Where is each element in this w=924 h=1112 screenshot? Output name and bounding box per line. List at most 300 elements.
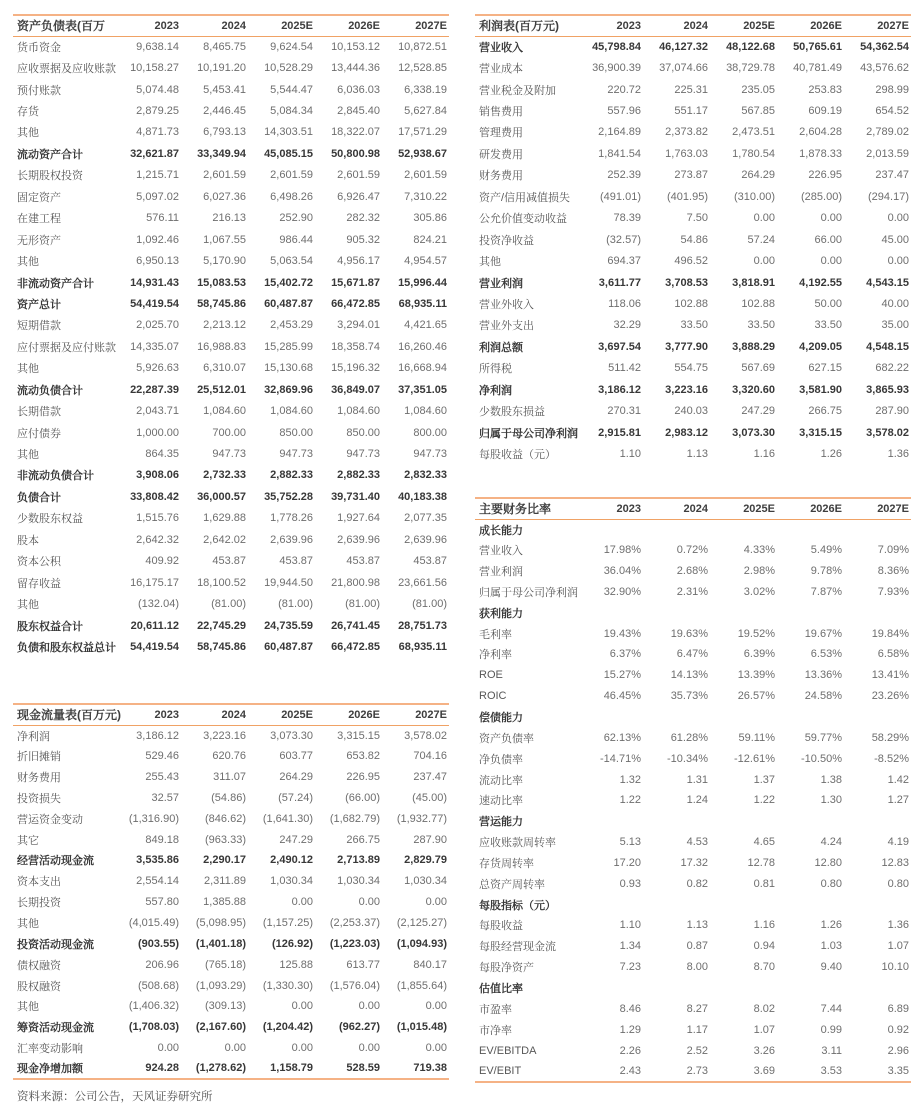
value-cell: (1,094.93)	[396, 937, 447, 950]
value-cell: (1,204.42)	[262, 1021, 313, 1034]
value-cell: 37,351.05	[398, 383, 447, 396]
value-cell: 1,092.46	[136, 233, 179, 246]
value-cell: -12.61%	[734, 752, 775, 765]
value-cell: 3,315.15	[799, 426, 842, 439]
value-cell: 1.03	[820, 940, 842, 953]
value-cell: 576.11	[146, 212, 179, 225]
row-label: 投资活动现金流	[17, 938, 94, 951]
value-cell: 3,315.15	[337, 729, 380, 742]
row-label: 无形资产	[17, 234, 61, 247]
value-cell: 26,741.45	[331, 619, 380, 632]
table-row	[13, 913, 449, 934]
value-cell: 66,472.85	[331, 297, 380, 310]
value-cell: 287.90	[413, 833, 447, 846]
table-row	[475, 186, 911, 207]
column-header-2026E: 2026E	[315, 704, 382, 725]
value-cell: 849.18	[145, 833, 179, 846]
value-cell: 0.00	[291, 1042, 313, 1055]
value-cell: 58,745.86	[197, 640, 246, 653]
value-cell: 2,639.96	[270, 533, 313, 546]
value-cell: 0.93	[619, 877, 641, 890]
value-cell: 1.29	[619, 1023, 641, 1036]
value-cell: 6,027.36	[203, 190, 246, 203]
value-cell: 0.00	[358, 1000, 380, 1013]
value-cell: 1,629.88	[203, 512, 246, 525]
value-cell: (32.57)	[606, 233, 641, 246]
value-cell: 947.73	[279, 448, 313, 461]
row-label: 营业成本	[479, 63, 523, 76]
value-cell: 1,780.54	[732, 147, 775, 160]
value-cell: 3.53	[820, 1064, 842, 1077]
value-cell: 1.42	[887, 773, 909, 786]
value-cell: 266.75	[346, 833, 380, 846]
value-cell: 6.58%	[877, 648, 909, 661]
value-cell: 653.82	[346, 750, 380, 763]
value-cell: 247.29	[279, 833, 313, 846]
value-cell: 33,349.94	[197, 147, 246, 160]
value-cell: 13.39%	[737, 669, 775, 682]
value-cell: 4,954.57	[404, 255, 447, 268]
value-cell: 800.00	[413, 426, 447, 439]
value-cell: 273.87	[674, 169, 708, 182]
row-label: 留存收益	[17, 577, 61, 590]
value-cell: 40,781.49	[793, 62, 842, 75]
value-cell: 15,671.87	[331, 276, 380, 289]
table-row	[475, 644, 911, 665]
table-row	[13, 443, 449, 464]
value-cell: 237.47	[875, 169, 909, 182]
value-cell: 4.19	[887, 836, 909, 849]
value-cell: 0.00	[224, 1042, 246, 1055]
row-label: 所得税	[479, 363, 512, 376]
value-cell: 8.02	[753, 1002, 775, 1015]
column-header-2025E: 2025E	[710, 498, 777, 519]
value-cell: 253.83	[808, 83, 842, 96]
table-row	[13, 996, 449, 1017]
value-cell	[710, 894, 777, 915]
value-cell: 311.07	[213, 771, 246, 784]
table-row	[13, 636, 449, 657]
value-cell: 17.20	[613, 856, 641, 869]
value-cell: 19.67%	[804, 627, 842, 640]
value-cell: 1.16	[753, 919, 775, 932]
value-cell: 2,882.33	[337, 469, 380, 482]
value-cell: 0.00	[425, 896, 447, 909]
table-row	[13, 122, 449, 143]
row-label: 筹资活动现金流	[17, 1022, 94, 1035]
value-cell: 8.46	[619, 1002, 641, 1015]
value-cell: 206.96	[145, 958, 179, 971]
row-label: 研发费用	[479, 148, 523, 161]
table-row	[13, 1038, 449, 1059]
value-cell: 2,554.14	[136, 875, 179, 888]
value-cell: 32.57	[151, 791, 179, 804]
row-label: 营业利润	[479, 566, 523, 579]
row-label: ROE	[479, 669, 503, 682]
value-cell: 7,310.22	[404, 190, 447, 203]
row-label: 营业税金及附加	[479, 84, 556, 97]
value-cell: 2.26	[619, 1044, 641, 1057]
value-cell: 567.85	[741, 105, 775, 118]
section-row	[475, 602, 911, 623]
value-cell: 17.32	[680, 856, 708, 869]
value-cell: 4,956.17	[337, 255, 380, 268]
value-cell: 240.03	[674, 405, 708, 418]
column-header-2024: 2024	[181, 704, 248, 725]
row-label: 负债和股东权益总计	[17, 641, 116, 654]
value-cell: 13.41%	[871, 669, 909, 682]
value-cell: 45,085.15	[264, 147, 313, 160]
value-cell: 719.38	[413, 1062, 447, 1075]
value-cell: (1,157.25)	[262, 917, 313, 930]
value-cell: 2,832.33	[404, 469, 447, 482]
value-cell: 10,191.20	[197, 62, 246, 75]
table-row	[475, 336, 911, 357]
value-cell: 2,601.59	[203, 169, 246, 182]
value-cell: 46.45%	[603, 690, 641, 703]
value-cell: 4,543.15	[866, 276, 909, 289]
table-row	[13, 465, 449, 486]
value-cell: 14,335.07	[130, 340, 179, 353]
value-cell: 2,882.33	[270, 469, 313, 482]
header-row	[475, 15, 911, 36]
header-row	[13, 704, 449, 725]
value-cell: 59.77%	[804, 731, 842, 744]
value-cell: 9,624.54	[270, 40, 313, 53]
value-cell: 54,362.54	[860, 40, 909, 53]
row-label: 每股收益（元）	[479, 449, 556, 462]
value-cell: 6,338.19	[404, 83, 447, 96]
value-cell: 496.52	[674, 255, 708, 268]
row-label: 估值比率	[479, 982, 523, 995]
value-cell: 252.39	[607, 169, 641, 182]
value-cell: 947.73	[413, 448, 447, 461]
value-cell: 557.96	[607, 105, 641, 118]
value-cell: 824.21	[413, 233, 447, 246]
value-cell: 6.53%	[810, 648, 842, 661]
table-row	[475, 561, 911, 582]
table-row	[475, 853, 911, 874]
table-row	[475, 165, 911, 186]
value-cell: 1.07	[753, 1023, 775, 1036]
value-cell: 620.76	[212, 750, 246, 763]
row-label: 应收票据及应收账款	[17, 63, 116, 76]
value-cell: 32.90%	[603, 585, 641, 598]
column-header-2025E: 2025E	[710, 15, 777, 36]
value-cell: 1,878.33	[799, 147, 842, 160]
value-cell: 557.80	[145, 896, 179, 909]
row-label: 应收账款周转率	[479, 837, 556, 850]
value-cell: 32,621.87	[130, 147, 179, 160]
value-cell: 1,030.34	[404, 875, 447, 888]
value-cell: 1.07	[887, 940, 909, 953]
row-label: 投资净收益	[479, 234, 534, 247]
column-header-2023: 2023	[576, 498, 643, 519]
value-cell: 40,183.38	[398, 490, 447, 503]
balance_sheet-title: 资产负债表(百万	[13, 15, 114, 36]
value-cell: 2,043.71	[136, 405, 179, 418]
ratios-grid	[475, 497, 911, 1083]
row-label: 归属于母公司净利润	[479, 427, 578, 440]
table-row	[13, 1059, 449, 1080]
value-cell: 10.10	[881, 961, 909, 974]
value-cell	[576, 707, 643, 728]
value-cell	[576, 894, 643, 915]
table-row	[475, 873, 911, 894]
value-cell: 5,063.54	[270, 255, 313, 268]
row-label: 营业收入	[479, 545, 523, 558]
value-cell: 12.80	[814, 856, 842, 869]
row-label: 流动负债合计	[17, 384, 83, 397]
value-cell: (81.00)	[278, 598, 313, 611]
row-label: 净负债率	[479, 753, 523, 766]
table-row	[13, 767, 449, 788]
value-cell: 12.83	[881, 856, 909, 869]
value-cell: 0.00	[820, 255, 842, 268]
table-row	[475, 250, 911, 271]
table-row	[13, 572, 449, 593]
value-cell: 38,729.78	[726, 62, 775, 75]
value-cell	[777, 519, 844, 540]
value-cell: (846.62)	[205, 812, 246, 825]
value-cell: 613.77	[346, 958, 380, 971]
value-cell: 2.68%	[676, 565, 708, 578]
value-cell: 264.29	[741, 169, 775, 182]
table-row	[475, 1061, 911, 1082]
table-row	[13, 336, 449, 357]
row-label: 经营活动现金流	[17, 855, 94, 868]
table-row	[475, 582, 911, 603]
value-cell	[777, 707, 844, 728]
table-row	[13, 100, 449, 121]
value-cell: 2,446.45	[203, 105, 246, 118]
value-cell: 3.26	[753, 1044, 775, 1057]
value-cell: (962.27)	[339, 1021, 380, 1034]
value-cell: 10,528.29	[264, 62, 313, 75]
value-cell: 2,845.40	[337, 105, 380, 118]
row-label: 净利润	[479, 384, 512, 397]
value-cell: 4.53	[686, 836, 708, 849]
value-cell: 19.43%	[603, 627, 641, 640]
value-cell	[576, 811, 643, 832]
row-label: 预付账款	[17, 84, 61, 97]
row-label: 长期投资	[17, 897, 61, 910]
column-header-2027E: 2027E	[382, 704, 449, 725]
value-cell	[777, 978, 844, 999]
row-label: 其他	[17, 918, 39, 931]
value-cell: 6,498.26	[270, 190, 313, 203]
row-label: 现金净增加额	[17, 1063, 83, 1076]
value-cell: (1,278.62)	[195, 1062, 246, 1075]
table-row	[475, 358, 911, 379]
value-cell: 4,871.73	[136, 126, 179, 139]
value-cell: 54.86	[680, 233, 708, 246]
value-cell: 2.73	[686, 1064, 708, 1077]
row-label: 营业外收入	[479, 298, 534, 311]
value-cell: 3,578.02	[404, 729, 447, 742]
value-cell: 0.00	[425, 1000, 447, 1013]
value-cell: 35,752.28	[264, 490, 313, 503]
value-cell: 1,778.26	[270, 512, 313, 525]
table-row	[13, 186, 449, 207]
value-cell: (132.04)	[138, 598, 179, 611]
value-cell: 1,763.03	[665, 147, 708, 160]
value-cell	[844, 707, 911, 728]
value-cell: 6.39%	[743, 648, 775, 661]
income_statement-grid	[475, 14, 911, 465]
value-cell: 18,358.74	[331, 340, 380, 353]
value-cell: 6,950.13	[136, 255, 179, 268]
table-row	[13, 508, 449, 529]
value-cell	[576, 519, 643, 540]
value-cell: 0.80	[887, 877, 909, 890]
value-cell: (126.92)	[272, 937, 313, 950]
table-row	[13, 808, 449, 829]
column-header-2024: 2024	[181, 15, 248, 36]
table-row	[475, 686, 911, 707]
table-row	[13, 975, 449, 996]
table-row	[13, 615, 449, 636]
value-cell: 266.75	[808, 405, 842, 418]
table-row	[13, 746, 449, 767]
income_statement-title: 利润表(百万元)	[475, 15, 576, 36]
value-cell: 35.73%	[670, 690, 708, 703]
value-cell: 2,601.59	[337, 169, 380, 182]
value-cell: 78.39	[613, 212, 641, 225]
table-row	[13, 892, 449, 913]
value-cell: (81.00)	[412, 598, 447, 611]
value-cell: 694.37	[607, 255, 641, 268]
value-cell: 0.00	[358, 1042, 380, 1055]
value-cell: 6.89	[887, 1002, 909, 1015]
value-cell: 554.75	[674, 362, 708, 375]
value-cell: 1,841.54	[598, 147, 641, 160]
row-label: 财务费用	[17, 772, 61, 785]
value-cell	[576, 602, 643, 623]
value-cell: 609.19	[808, 105, 842, 118]
row-label: 资本支出	[17, 876, 61, 889]
value-cell	[844, 978, 911, 999]
value-cell: 3,294.01	[337, 319, 380, 332]
table-row	[13, 400, 449, 421]
value-cell: 8.36%	[877, 565, 909, 578]
table-row	[13, 933, 449, 954]
value-cell: 2,732.33	[203, 469, 246, 482]
value-cell: 1.22	[753, 794, 775, 807]
value-cell: 3,888.29	[732, 340, 775, 353]
value-cell: 10,872.51	[398, 40, 447, 53]
section-row	[475, 811, 911, 832]
value-cell: (310.00)	[734, 190, 775, 203]
value-cell: 226.95	[808, 169, 842, 182]
table-row	[475, 100, 911, 121]
value-cell: 17,571.29	[398, 126, 447, 139]
value-cell: (4,015.49)	[128, 917, 179, 930]
table-row	[475, 79, 911, 100]
value-cell: 2,789.02	[866, 126, 909, 139]
value-cell: 3,223.16	[665, 383, 708, 396]
value-cell: 0.00	[291, 1000, 313, 1013]
value-cell: (2,253.37)	[329, 917, 380, 930]
value-cell: 24,735.59	[264, 619, 313, 632]
value-cell: (45.00)	[412, 791, 447, 804]
value-cell: 33,808.42	[130, 490, 179, 503]
value-cell: 20,611.12	[130, 619, 179, 632]
value-cell: 7.50	[686, 212, 708, 225]
value-cell: 32.29	[613, 319, 641, 332]
value-cell: 1.26	[820, 448, 842, 461]
value-cell: 3,073.30	[270, 729, 313, 742]
value-cell: 5.13	[619, 836, 641, 849]
value-cell: 118.06	[608, 297, 641, 310]
row-label: 负债合计	[17, 491, 61, 504]
table-row	[13, 165, 449, 186]
value-cell: 21,800.98	[331, 576, 380, 589]
value-cell: 25,512.01	[197, 383, 246, 396]
section-row	[475, 707, 911, 728]
value-cell: 298.99	[875, 83, 909, 96]
value-cell: 2,915.81	[598, 426, 641, 439]
value-cell: 0.80	[820, 877, 842, 890]
value-cell: 36,900.39	[592, 62, 641, 75]
value-cell: 7.44	[820, 1002, 842, 1015]
value-cell: 1,000.00	[136, 426, 179, 439]
value-cell: 2.52	[686, 1044, 708, 1057]
value-cell: 33.50	[680, 319, 708, 332]
header-row	[475, 498, 911, 519]
row-label: 成长能力	[479, 524, 523, 537]
row-label: 偿债能力	[479, 712, 523, 725]
row-label: 其他	[17, 256, 39, 269]
value-cell: 305.86	[413, 212, 447, 225]
row-label: 其它	[17, 834, 39, 847]
row-label: 其他	[17, 363, 39, 376]
row-label: 应付票据及应付账款	[17, 341, 116, 354]
value-cell: 8.27	[686, 1002, 708, 1015]
row-label: 市净率	[479, 1024, 512, 1037]
value-cell: 10,158.27	[130, 62, 179, 75]
value-cell: 1,515.76	[136, 512, 179, 525]
value-cell: 0.00	[820, 212, 842, 225]
value-cell: (1,015.48)	[396, 1021, 447, 1034]
value-cell: 1,084.60	[203, 405, 246, 418]
value-cell: 32,869.96	[264, 383, 313, 396]
value-cell: (1,401.18)	[195, 937, 246, 950]
value-cell: 15,285.99	[264, 340, 313, 353]
value-cell: 14,931.43	[130, 276, 179, 289]
row-label: 汇率变动影响	[17, 1043, 83, 1056]
value-cell: 1,084.60	[270, 405, 313, 418]
value-cell: 36,000.57	[197, 490, 246, 503]
value-cell: 1.31	[686, 773, 708, 786]
table-row	[475, 623, 911, 644]
table-row	[13, 293, 449, 314]
value-cell: 4.24	[820, 836, 842, 849]
value-cell: 0.00	[887, 255, 909, 268]
value-cell: 453.87	[212, 555, 246, 568]
value-cell: 9.78%	[810, 565, 842, 578]
section-row	[475, 519, 911, 540]
value-cell: 61.28%	[670, 731, 708, 744]
value-cell: 2.98%	[743, 565, 775, 578]
value-cell: 37,074.66	[659, 62, 708, 75]
value-cell: -8.52%	[874, 752, 909, 765]
source-note: 资料来源：公司公告，天风证券研究所	[17, 1091, 213, 1103]
value-cell: 2.31%	[676, 585, 708, 598]
value-cell: 3,320.60	[732, 383, 775, 396]
row-label: EV/EBITDA	[479, 1044, 537, 1057]
value-cell: 1.26	[820, 919, 842, 932]
